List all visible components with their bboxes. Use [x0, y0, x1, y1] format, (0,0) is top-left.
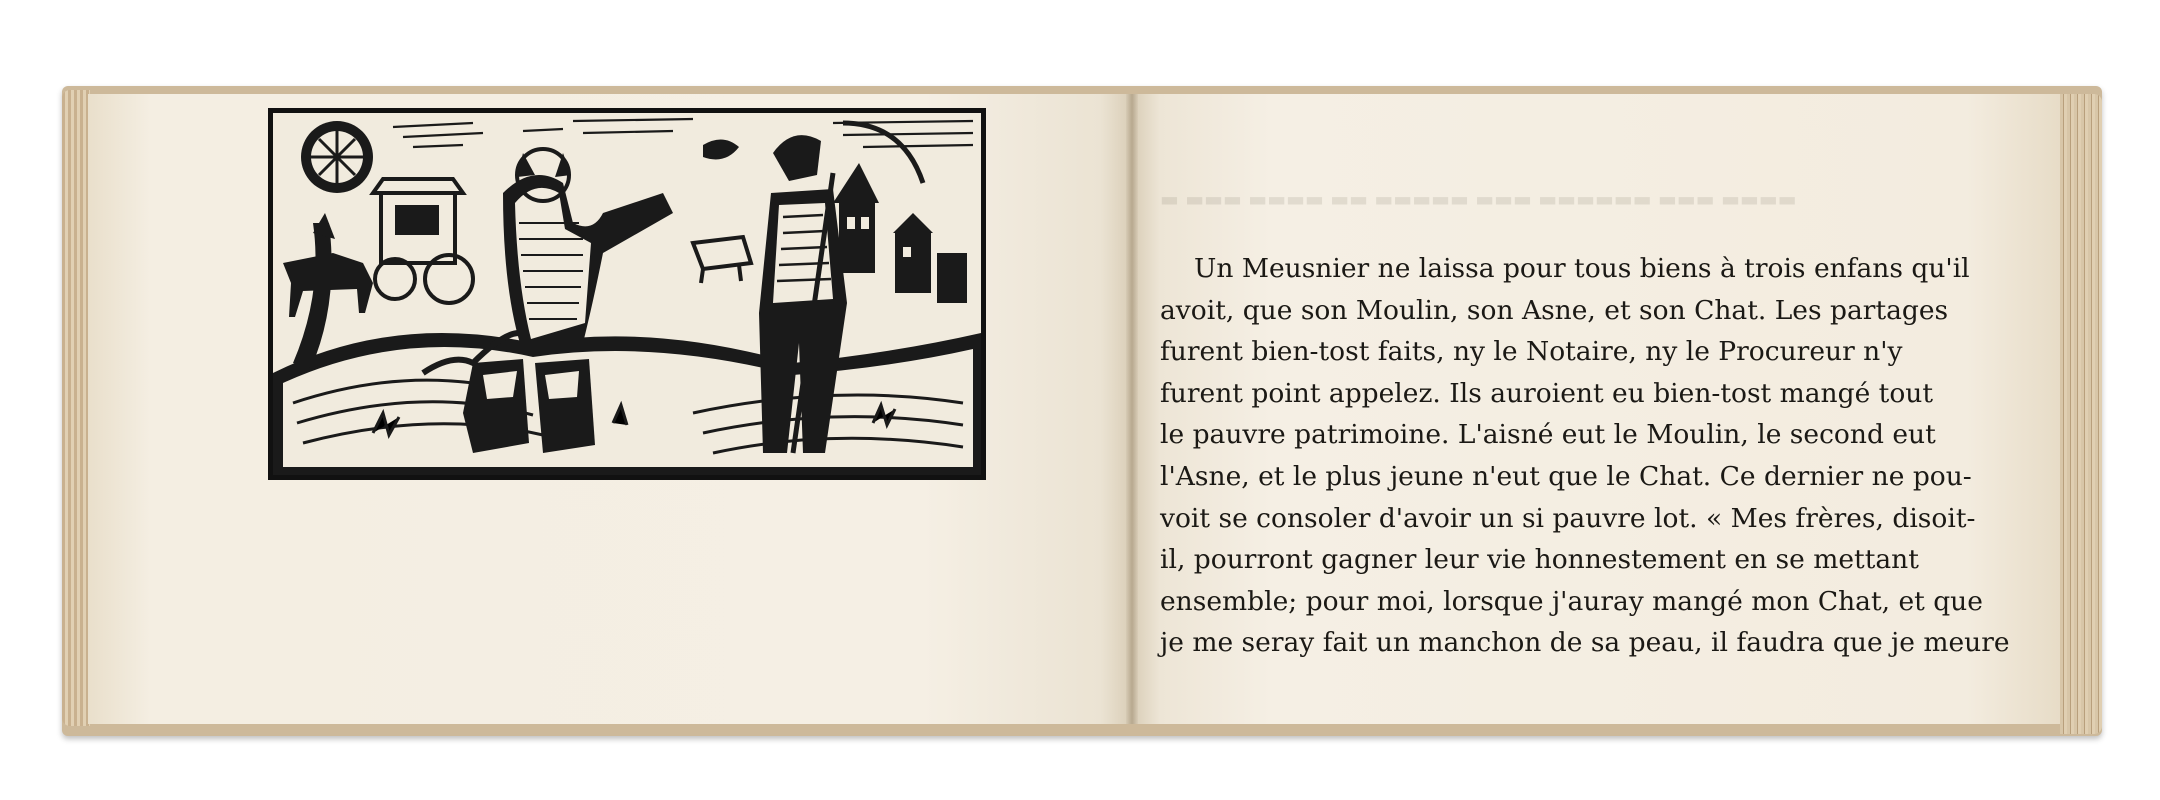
text-line: voit se consoler d'avoir un si pauvre lot. « Mes frères, disoit- [1160, 502, 1976, 534]
left-page-edges [62, 90, 90, 726]
text-line: avoit, que son Moulin, son Asne, et son Chat. Les partages [1160, 294, 1949, 326]
story-text [1160, 248, 2010, 664]
right-page-edges [2060, 94, 2102, 734]
text-line: l'Asne, et le plus jeune n'eut que le Chat. Ce dernier ne pou- [1160, 460, 1972, 492]
text-line: il, pourront gagner leur vie honnestement en se mettant [1160, 544, 1919, 576]
text-line: le pauvre patrimoine. L'aisné eut le Moulin, le second eut [1160, 419, 1936, 451]
show-through-text: ▬ ▬▬▬ ▬▬▬▬ ▬▬ ▬▬▬▬▬ ▬▬▬ ▬▬▬▬▬▬ ▬▬▬ ▬▬▬▬ [1160, 187, 1797, 211]
woodcut-illustration-icon [273, 113, 981, 475]
text-line: je me seray fait un manchon de sa peau, il faudra que je meure [1160, 627, 2010, 659]
text-line: ensemble; pour moi, lorsque j'auray mangé mon Chat, et que [1160, 585, 1983, 617]
text-line: furent bien-tost faits, ny le Notaire, ny le Procureur n'y [1160, 336, 1903, 368]
woodcut-illustration [268, 108, 986, 480]
text-line: furent point appelez. Ils auroient eu bien-tost mangé tout [1160, 377, 1934, 409]
book-gutter [1126, 94, 1138, 724]
text-line: Un Meusnier ne laissa pour tous biens à trois enfans qu'il [1194, 253, 1970, 284]
